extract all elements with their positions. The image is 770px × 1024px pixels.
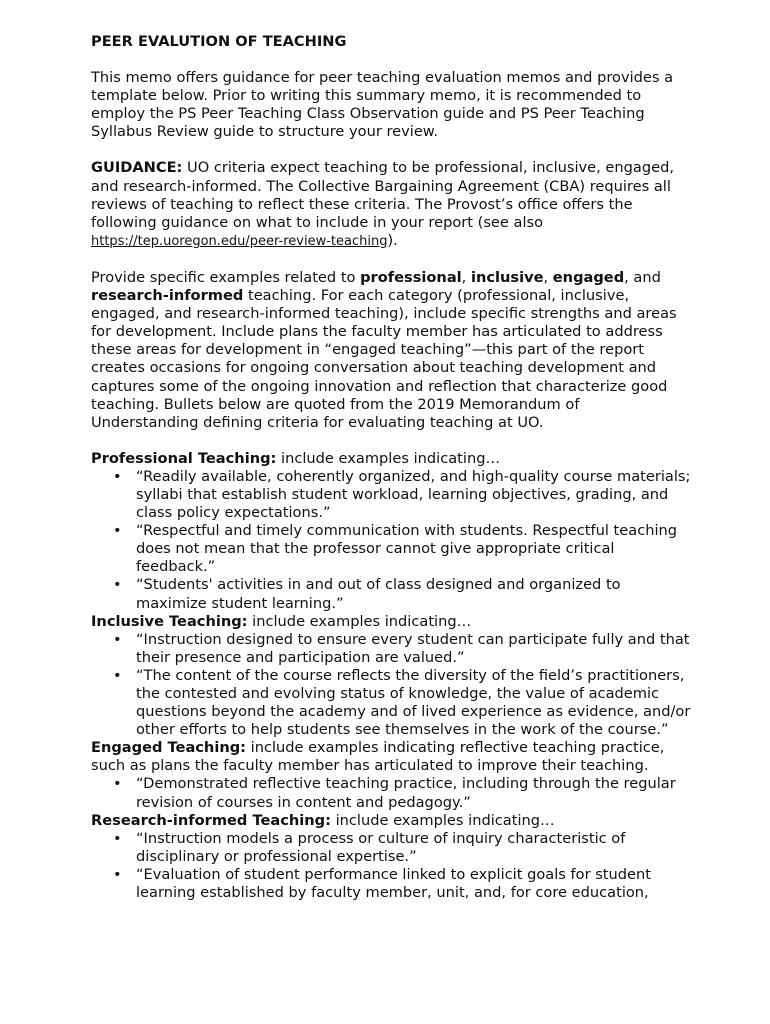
- research-heading: [91, 812, 691, 830]
- bullet-text: “Instruction designed to ensure every student can participate fully and that their presence and participation are valued.”: [136, 630, 690, 666]
- list-item: [91, 830, 691, 866]
- inclusive-text: include examples indicating…: [247, 612, 472, 630]
- engaged-heading: [91, 739, 691, 775]
- guidance-paragraph: [91, 159, 691, 250]
- examples-bold-research: research-informed: [91, 287, 244, 305]
- examples-text-5: teaching. For each category (professional, inclusive, engaged, and research-informed teaching), include specific strengths and areas for development. Include plans the faculty member has articulated to address these areas for development in “engaged teaching”—this part of the report creates occasions for ongoing conversation about teaching development and captures some of the ongoing innovation and reflection that characterize good teaching. Bullets below are quoted from the 2019 Memorandum of Understanding defining criteria for evaluating teaching at UO.: [91, 287, 677, 431]
- document-title: PEER EVALUTION OF TEACHING: [91, 33, 347, 50]
- professional-text: include examples indicating…: [276, 449, 501, 467]
- bullet-text: “Respectful and timely communication with students. Respectful teaching does not mean that the professor cannot give appropriate critical feedback.”: [136, 522, 678, 576]
- intro-paragraph: This memo offers guidance for peer teaching evaluation memos and provides a template below. Prior to writing this summary memo, it is recommended to employ the PS Peer Teaching Class Observation guide and PS Peer Teaching Syllabus Review guide to structure your review.: [91, 69, 674, 141]
- bullet-text: “Demonstrated reflective teaching practice, including through the regular revision of courses in content and pedagogy.”: [136, 775, 676, 811]
- inclusive-label: Inclusive Teaching:: [91, 612, 248, 630]
- list-item: [91, 866, 691, 902]
- list-item: [91, 667, 691, 739]
- list-item: [91, 576, 691, 612]
- bullet-text: “Evaluation of student performance linked to explicit goals for student learning established by faculty member, unit, and, for core education,: [136, 865, 651, 902]
- examples-bold-professional: professional: [360, 268, 462, 286]
- guidance-link[interactable]: https://tep.uoregon.edu/peer-review-teaching: [91, 233, 388, 249]
- list-item: [91, 775, 691, 811]
- document-page: [91, 33, 691, 902]
- bullet-marker: •: [113, 829, 122, 847]
- research-label: Research-informed Teaching:: [91, 811, 331, 829]
- list-item: [91, 468, 691, 522]
- examples-text-3: ,: [543, 268, 553, 286]
- guidance-close: ).: [387, 231, 398, 249]
- bullet-marker: •: [113, 467, 122, 485]
- bullet-text: “The content of the course reflects the diversity of the field’s practitioners, the contested and evolving status of knowledge, the value of academic questions beyond the academy and of lived experience as evidence, and/or other efforts to help students see themselves in the work of the course.”: [136, 666, 691, 739]
- list-item: [91, 631, 691, 667]
- examples-paragraph: [91, 269, 691, 432]
- bullet-marker: •: [113, 775, 122, 793]
- inclusive-bullets: [91, 631, 691, 740]
- bullet-text: “Instruction models a process or culture of inquiry characteristic of disciplinary or professional expertise.”: [136, 829, 626, 865]
- professional-heading: [91, 450, 691, 468]
- engaged-bullets: [91, 775, 691, 811]
- engaged-text: include examples indicating reflective teaching practice, such as plans the faculty member has articulated to improve their teaching.: [91, 739, 665, 775]
- bullet-text: “Readily available, coherently organized, and high-quality course materials; syllabi that establish student workload, learning objectives, grading, and class policy expectations.”: [136, 467, 691, 522]
- engaged-label: Engaged Teaching:: [91, 739, 247, 757]
- examples-bold-inclusive: inclusive: [470, 268, 544, 286]
- inclusive-heading: [91, 613, 691, 631]
- bullet-marker: •: [113, 865, 122, 883]
- guidance-label: GUIDANCE:: [91, 159, 183, 177]
- professional-label: Professional Teaching:: [91, 449, 277, 467]
- guidance-text: UO criteria expect teaching to be professional, inclusive, engaged, and research-informed. The Collective Bargaining Agreement (CBA) requires all reviews of teaching to reflect these criteria. The Provost’s office offers the following guidance on what to include in your report (see also: [91, 159, 675, 231]
- bullet-marker: •: [113, 576, 122, 594]
- research-bullets: [91, 830, 691, 902]
- professional-bullets: [91, 468, 691, 613]
- examples-text-2: ,: [461, 268, 471, 286]
- examples-text-1: Provide specific examples related to: [91, 268, 361, 286]
- list-item: [91, 522, 691, 576]
- examples-bold-engaged: engaged: [552, 268, 625, 286]
- examples-text-4: , and: [624, 268, 661, 286]
- bullet-marker: •: [113, 522, 122, 540]
- bullet-marker: •: [113, 666, 122, 684]
- bullet-marker: •: [113, 630, 122, 648]
- research-text: include examples indicating…: [330, 811, 555, 829]
- bullet-text: “Students' activities in and out of class designed and organized to maximize student learning.”: [136, 576, 621, 612]
